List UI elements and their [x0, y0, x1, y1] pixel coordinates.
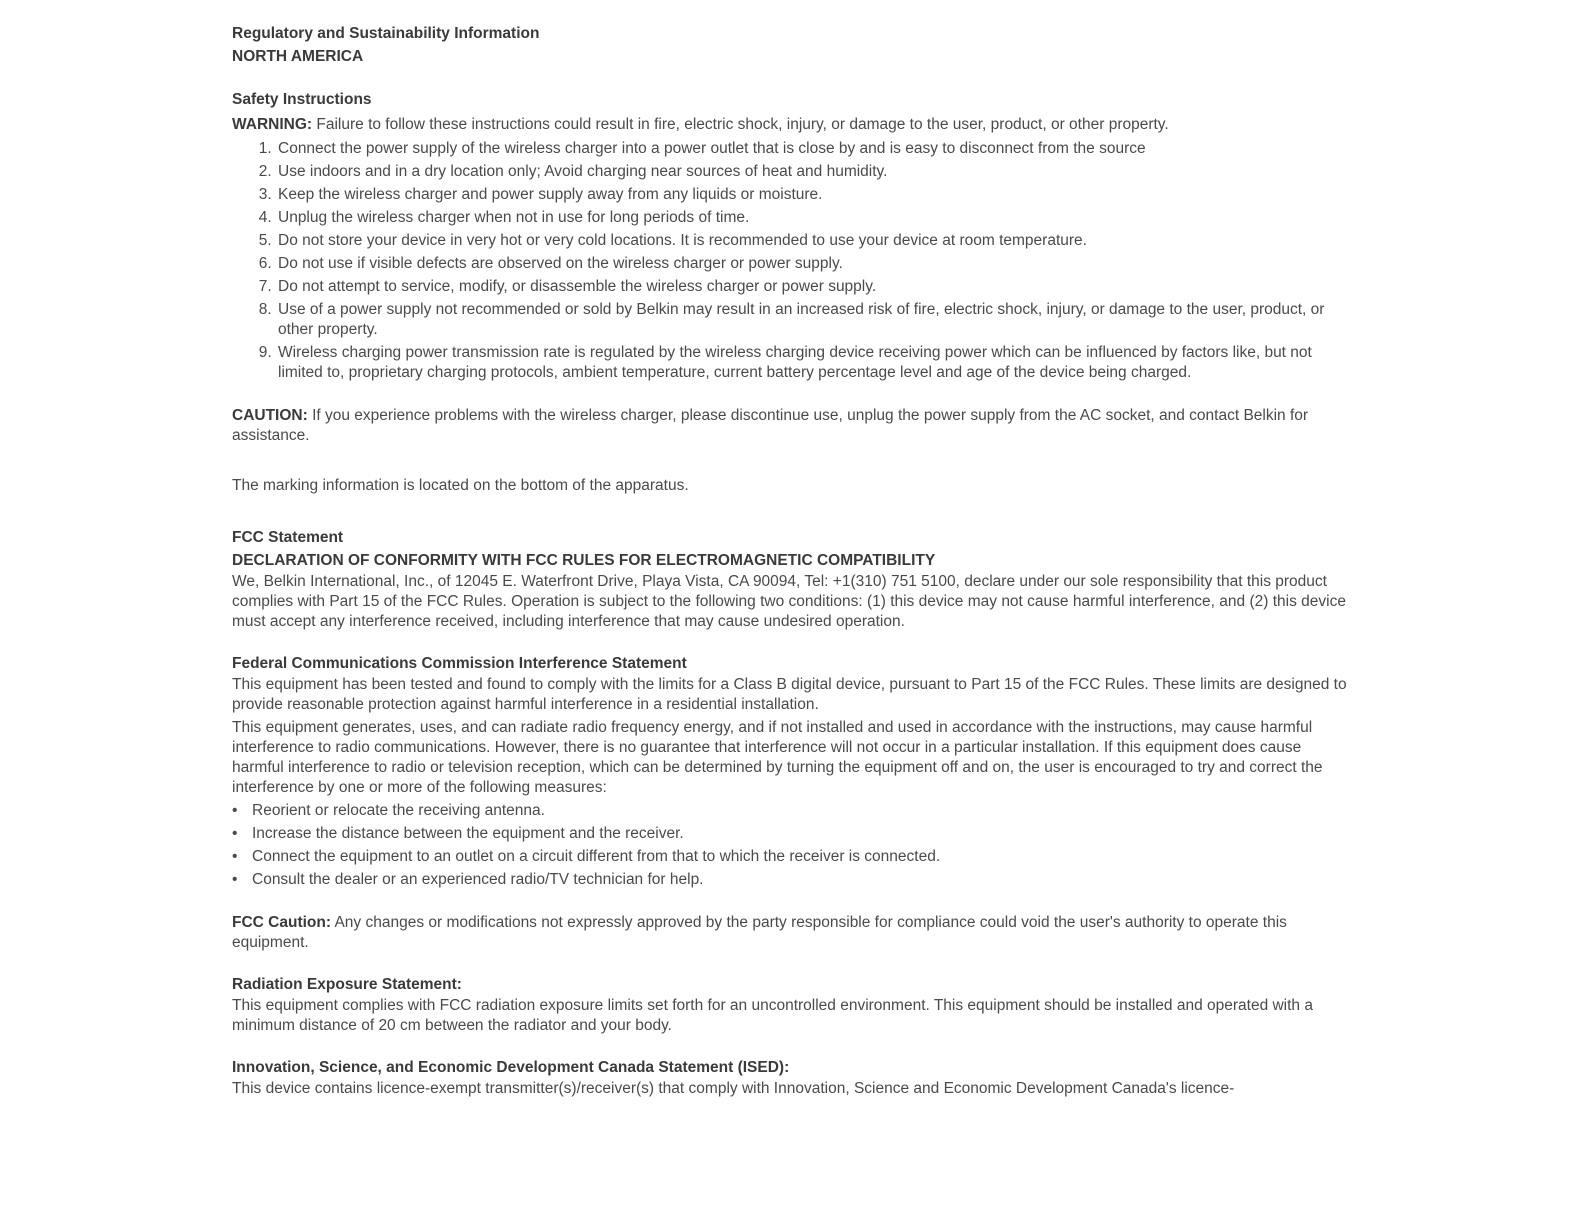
document-page	[232, 22, 1352, 1099]
list-item: 5. Do not store your device in very hot or very cold locations. It is recommended to use your device at room temperature.	[276, 231, 1352, 251]
caution-paragraph	[232, 406, 1352, 446]
list-item: 6. Do not use if visible defects are observed on the wireless charger or power supply.	[276, 254, 1352, 274]
list-item: 7. Do not attempt to service, modify, or disassemble the wireless charger or power supply.	[276, 277, 1352, 297]
radiation-paragraph: This equipment complies with FCC radiation exposure limits set forth for an uncontrolled environment. This equipment should be installed and operated with a minimum distance of 20 cm between the radiator and your body.	[232, 997, 1313, 1034]
caution-label: CAUTION:	[232, 407, 308, 424]
marking-paragraph: The marking information is located on the bottom of the apparatus.	[232, 477, 689, 494]
list-item: 3. Keep the wireless charger and power supply away from any liquids or moisture.	[276, 185, 1352, 205]
document-title: Regulatory and Sustainability Information	[232, 25, 540, 42]
list-item: • Connect the equipment to an outlet on a circuit different from that to which the receiver is connected.	[252, 847, 1352, 867]
declaration-heading: DECLARATION OF CONFORMITY WITH FCC RULES FOR ELECTROMAGNETIC COMPATIBILITY	[232, 552, 936, 569]
ised-heading: Innovation, Science, and Economic Development Canada Statement (ISED):	[232, 1059, 790, 1076]
list-item: • Consult the dealer or an experienced radio/TV technician for help.	[252, 870, 1352, 890]
fcc-caution-text: Any changes or modifications not expressly approved by the party responsible for compliance could void the user's authority to operate this equipment.	[232, 914, 1287, 951]
warning-text: Failure to follow these instructions could result in fire, electric shock, injury, or damage to the user, product, or other property.	[312, 116, 1169, 133]
interference-paragraph-2: This equipment generates, uses, and can radiate radio frequency energy, and if not installed and used in accordance with the instructions, may cause harmful interference to radio communications. However, there is no guarantee that interference will not occur in a particular installation. If this equipment does cause harmful interference to radio or television reception, which can be determined by turning the equipment off and on, the user is encouraged to try and correct the interference by one or more of the following measures:	[232, 719, 1323, 796]
interference-paragraph-1: This equipment has been tested and found to comply with the limits for a Class B digital device, pursuant to Part 15 of the FCC Rules. These limits are designed to provide reasonable protection against harmful interference in a residential installation.	[232, 676, 1347, 713]
interference-heading: Federal Communications Commission Interference Statement	[232, 655, 687, 672]
safety-instructions-list	[232, 139, 1352, 383]
fcc-caution-paragraph	[232, 913, 1352, 953]
fcc-caution-label: FCC Caution:	[232, 914, 332, 931]
caution-text: If you experience problems with the wireless charger, please discontinue use, unplug the power supply from the AC socket, and contact Belkin for assistance.	[232, 407, 1309, 444]
list-item: • Increase the distance between the equipment and the receiver.	[252, 824, 1352, 844]
fcc-heading: FCC Statement	[232, 529, 344, 546]
list-item: 9. Wireless charging power transmission rate is regulated by the wireless charging device receiving power which can be influenced by factors like, but not limited to, proprietary charging protocols, ambient temperature, current battery percentage level and age of the device being charged.	[276, 343, 1352, 383]
safety-heading: Safety Instructions	[232, 91, 372, 108]
warning-paragraph	[232, 115, 1352, 135]
list-item: • Reorient or relocate the receiving antenna.	[252, 801, 1352, 821]
interference-measures-list	[232, 801, 1352, 890]
list-item: 1. Connect the power supply of the wireless charger into a power outlet that is close by and is easy to disconnect from the source	[276, 139, 1352, 159]
ised-paragraph: This device contains licence-exempt transmitter(s)/receiver(s) that comply with Innovation, Science and Economic Development Canada's licence-	[232, 1080, 1235, 1097]
list-item: 4. Unplug the wireless charger when not in use for long periods of time.	[276, 208, 1352, 228]
radiation-heading: Radiation Exposure Statement:	[232, 976, 462, 993]
declaration-paragraph: We, Belkin International, Inc., of 12045 E. Waterfront Drive, Playa Vista, CA 90094, Tel: +1(310) 751 5100, declare under our sole responsibility that this product complies with Part 15 of the FCC Rules. Operation is subject to the following two conditions: (1) this device may not cause harmful interference, and (2) this device must accept any interference received, including interference that may cause undesired operation.	[232, 573, 1346, 630]
list-item: 2. Use indoors and in a dry location only; Avoid charging near sources of heat and humidity.	[276, 162, 1352, 182]
region-heading: NORTH AMERICA	[232, 48, 364, 65]
list-item: 8. Use of a power supply not recommended or sold by Belkin may result in an increased risk of fire, electric shock, injury, or damage to the user, product, or other property.	[276, 300, 1352, 340]
warning-label: WARNING:	[232, 116, 313, 133]
